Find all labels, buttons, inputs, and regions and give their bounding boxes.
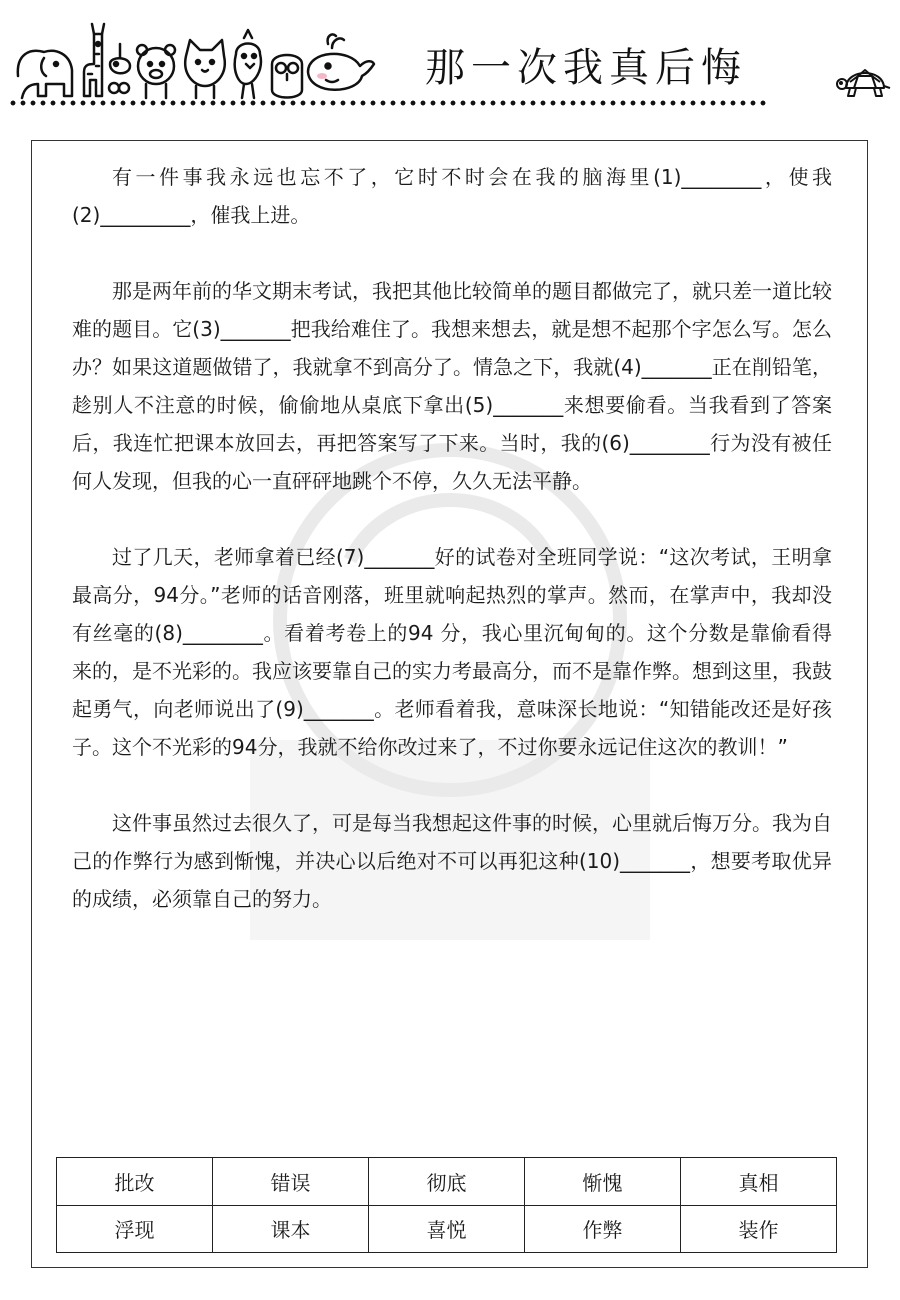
dotted-divider — [8, 100, 768, 106]
word-bank-cell: 批改 — [57, 1158, 213, 1206]
word-bank-cell: 作弊 — [525, 1205, 681, 1253]
word-bank-row — [57, 1158, 837, 1206]
word-bank-cell: 彻底 — [369, 1158, 525, 1206]
word-bank-cell: 错误 — [213, 1158, 369, 1206]
word-bank-cell: 真相 — [681, 1158, 837, 1206]
worksheet-header — [0, 0, 900, 120]
story-paragraph: 那是两年前的华文期末考试，我把其他比较简单的题目都做完了，就只差一道比较难的题目。它(3)_______把我给难住了。我想来想去，就是想不起那个字怎么写。怎么办？如果这道题做错了，我就拿不到高分了。情急之下，我就(4)_______正在削铅笔，趁别人不注意的时候，偷偷地从桌底下拿出(5)_______来想要偷看。当我看到了答案后，我连忙把课本放回去，再把答案写了下来。当时，我的(6)________行为没有被任何人发现，但我的心一直砰砰地跳个不停，久久无法平静。 — [72, 279, 832, 493]
word-bank-table — [56, 1157, 837, 1253]
turtle-icon — [836, 58, 894, 102]
cartoon-animals-icon — [10, 14, 390, 106]
word-bank-row — [57, 1205, 837, 1253]
story-text — [72, 158, 832, 956]
word-bank-cell: 浮现 — [57, 1205, 213, 1253]
story-paragraph: 有一件事我永远也忘不了，它时不时会在我的脑海里(1)________，使我(2)_________，催我上进。 — [72, 165, 832, 227]
story-paragraph: 过了几天，老师拿着已经(7)_______好的试卷对全班同学说：“这次考试，王明拿最高分，94分。”老师的话音刚落，班里就响起热烈的掌声。然而，在掌声中，我却没有丝毫的(8)________。看着考卷上的94 分，我心里沉甸甸的。这个分数是靠偷看得来的，是不光彩的。我应该要靠自己的实力考最高分，而不是靠作弊。想到这里，我鼓起勇气，向老师说出了(9)_______。老师看着我，意味深长地说：“知错能改还是好孩子。这个不光彩的94分，我就不给你改过来了，不过你要永远记住这次的教训！” — [72, 545, 832, 759]
word-bank-cell: 装作 — [681, 1205, 837, 1253]
word-bank-cell: 惭愧 — [525, 1158, 681, 1206]
word-bank-cell: 喜悦 — [369, 1205, 525, 1253]
story-paragraph: 这件事虽然过去很久了，可是每当我想起这件事的时候，心里就后悔万分。我为自己的作弊行为感到惭愧，并决心以后绝对不可以再犯这种(10)_______，想要考取优异的成绩，必须靠自己的努力。 — [72, 811, 832, 911]
word-bank-cell: 课本 — [213, 1205, 369, 1253]
page-title: 那一次我真后悔 — [425, 45, 747, 91]
